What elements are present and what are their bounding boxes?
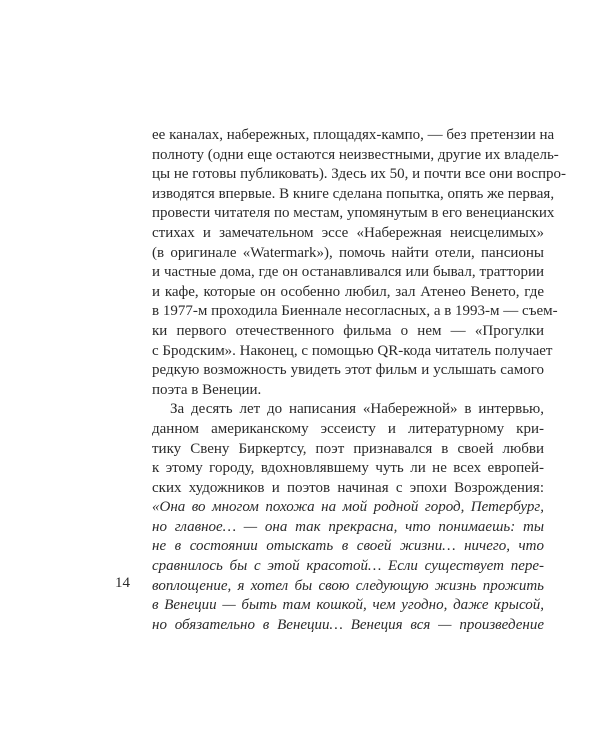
paragraph-1 [152,126,567,400]
quote-line: «Она во многом похожа на мой родной город, Петербург, [152,499,544,516]
text-line: изводятся впервые. В книге сделана попытка, опять же первая, [152,185,555,202]
paragraph-2 [152,400,544,498]
text-line: с Бродским». Наконец, с помощью QR-кода читатель получает [152,342,553,359]
text-line: к этому городу, вдохновлявшему чуть ли не всех европей- [152,460,544,477]
text-line: За десять лет до написания «Набережной» в интервью, [170,401,544,418]
text-line: поэта в Венеции. [152,381,262,398]
text-line: ки первого отечественного фильма о нем — «Прогулки [152,322,544,339]
text-line: провести читателя по местам, упомянутым в его венецианских [152,205,555,222]
quote-line: в Венеции — быть там кошкой, чем угодно, даже крысой, [152,597,544,614]
text-line: данном американскому эссеисту и литературному кри- [152,420,544,437]
text-line: цы не готовы публиковать). Здесь их 50, и почти все они воспро- [152,166,567,183]
text-line: полноту (одни еще остаются неизвестными, другие их владель- [152,146,559,163]
quote-line: воплощение, я хотел бы свою следующую жизнь прожить [152,577,544,594]
text-line: ских художников и поэтов начиная с эпохи Возрождения: [152,479,544,496]
text-line: ее каналах, набережных, площадях-кампо, — без претензии на [152,127,555,143]
text-line: тику Свену Биркертсу, поэт признавался в своей любви [152,440,544,457]
text-line: редкую возможность увидеть этот фильм и услышать самого [152,362,544,379]
quote-line: но главное… — она так прекрасна, что понимаешь: ты [152,518,544,535]
quote-line: сравнилось бы с этой красотой… Если существует пере- [152,558,544,575]
quote-line: не в состоянии отыскать в своей жизни… ничего, что [152,538,544,555]
text-line: (в оригинале «Watermark»), помочь найти отели, пансионы [152,244,544,261]
quote-line: но обязательно в Венеции… Венеция вся — произведение [152,616,544,633]
text-line: в 1977-м проходила Биеннале несогласных, а в 1993-м — съем- [152,303,558,320]
page-number: 14 [115,575,130,591]
quote-block [152,498,544,635]
text-line: и кафе, которые он особенно любил, зал Атенео Венето, где [152,283,544,300]
text-line: стихах и замечательном эссе «Набережная неисцелимых» [152,224,544,241]
text-line: и частные дома, где он останавливался или бывал, траттории [152,264,544,281]
body-text [152,126,567,635]
